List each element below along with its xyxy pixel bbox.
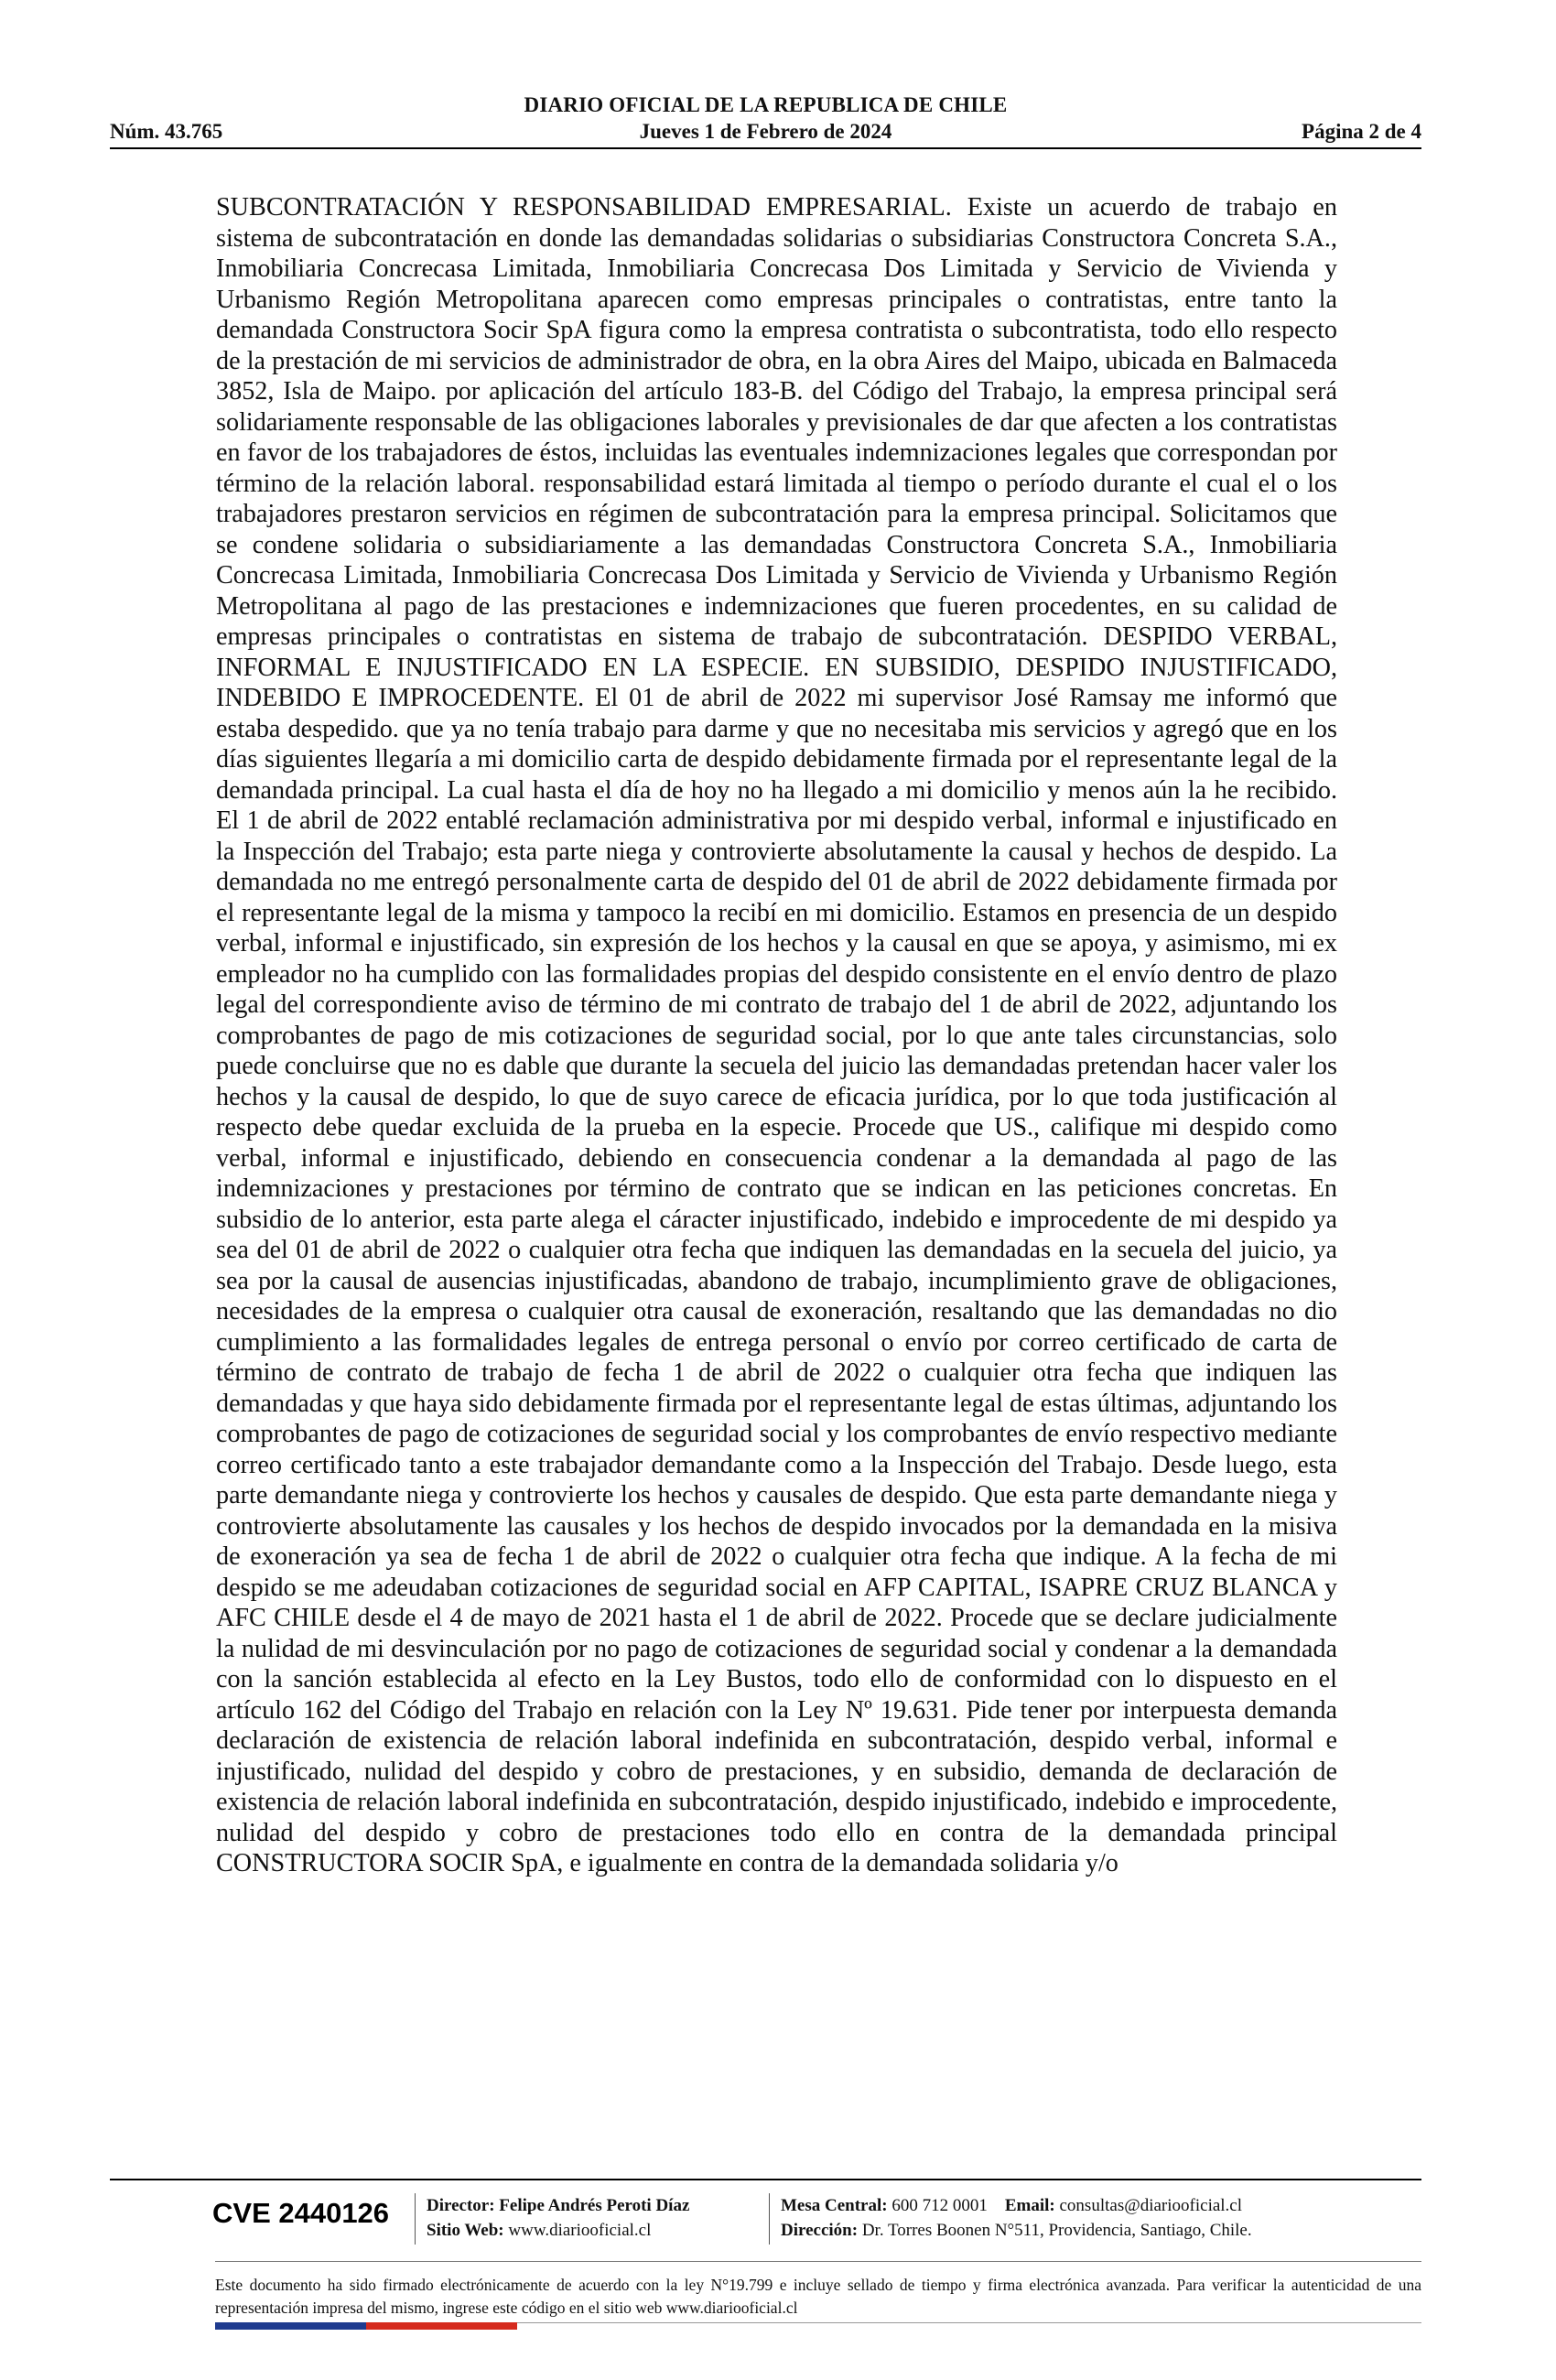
website-label: Sitio Web: (427, 2221, 504, 2240)
address-text: Dr. Torres Boonen N°511, Providencia, Santiago, Chile. (861, 2221, 1252, 2240)
footer-info (110, 2191, 1421, 2248)
email-label: Email: (1004, 2196, 1055, 2215)
page-indicator: Página 2 de 4 (1302, 120, 1421, 143)
director-label: Director: (427, 2196, 495, 2215)
footer-contact-block (781, 2193, 1252, 2243)
footer-separator (415, 2193, 416, 2245)
director-name: Felipe Andrés Peroti Díaz (499, 2196, 690, 2215)
email-link[interactable]: consultas@diariooficial.cl (1059, 2196, 1243, 2215)
issue-date: Jueves 1 de Febrero de 2024 (639, 120, 892, 143)
phone-label: Mesa Central: (781, 2196, 888, 2215)
issue-number: Núm. 43.765 (110, 120, 223, 143)
chile-flag-stripe (215, 2322, 517, 2330)
address-label: Dirección: (781, 2221, 859, 2240)
publication-title: DIARIO OFICIAL DE LA REPUBLICA DE CHILE (524, 93, 1008, 116)
cve-code: CVE 2440126 (212, 2197, 390, 2229)
footer-divider-top (110, 2179, 1421, 2180)
website-link[interactable]: www.diariooficial.cl (508, 2221, 652, 2240)
footer-divider-middle (215, 2261, 1421, 2262)
page-header (110, 92, 1421, 148)
header-meta-row (110, 120, 1421, 146)
document-body (216, 192, 1337, 1879)
signature-note: Este documento ha sido firmado electrónicamente de acuerdo con la ley N°19.799 e incluye sellado de tiempo y firma electrónica avanzada. Para verificar la autenticidad de una representación impresa del mismo, ingrese este código en el sitio web www.diariooficial.cl (215, 2276, 1421, 2317)
flag-blue-segment (215, 2322, 366, 2330)
flag-red-segment (366, 2322, 517, 2330)
body-paragraph: SUBCONTRATACIÓN Y RESPONSABILIDAD EMPRESARIAL. Existe un acuerdo de trabajo en sistema de subcontratación en donde las demandadas solidarias o subsidiarias Constructora Concreta S.A., Inmobiliaria Concrecasa Limitada, Inmobiliaria Concrecasa Dos Limitada y Servicio de Vivienda y Urbanismo Región Metropolitana aparecen como empresas principales o contratistas, entre tanto la demandada Constructora Socir SpA figura como la empresa contratista o subcontratista, todo ello respecto de la prestación de mi servicios de administrador de obra, en la obra Aires del Maipo, ubicada en Balmaceda 3852, Isla de Maipo. por aplicación del artículo 183-B. del Código del Trabajo, la empresa principal será solidariamente responsable de las obligaciones laborales y previsionales de dar que afecten a los contratistas en favor de los trabajadores de éstos, incluidas las eventuales indemnizaciones legales que correspondan por término de la relación laboral. responsabilidad estará limitada al tiempo o período durante el cual el o los trabajadores prestaron servicios en régimen de subcontratación para la empresa principal. Solicitamos que se condene solidaria o subsidiariamente a las demandadas Constructora Concreta S.A., Inmobiliaria Concrecasa Limitada, Inmobiliaria Concrecasa Dos Limitada y Servicio de Vivienda y Urbanismo Región Metropolitana al pago de las prestaciones e indemnizaciones que fueren procedentes, en su calidad de empresas principales o contratistas en sistema de trabajo de subcontratación. DESPIDO VERBAL, INFORMAL E INJUSTIFICADO EN LA ESPECIE. EN SUBSIDIO, DESPIDO INJUSTIFICADO, INDEBIDO E IMPROCEDENTE. El 01 de abril de 2022 mi supervisor José Ramsay me informó que estaba despedido. que ya no tenía trabajo para darme y que no necesitaba mis servicios y agregó que en los días siguientes llegaría a mi domicilio carta de despido debidamente firmada por el representante legal de la demandada principal. La cual hasta el día de hoy no ha llegado a mi domicilio y menos aún la he recibido. El 1 de abril de 2022 entablé reclamación administrativa por mi despido verbal, informal e injustificado en la Inspección del Trabajo; esta parte niega y controvierte absolutamente la causal y hechos de despido. La demandada no me entregó personalmente carta de despido del 01 de abril de 2022 debidamente firmada por el representante legal de la misma y tampoco la recibí en mi domicilio. Estamos en presencia de un despido verbal, informal e injustificado, sin expresión de los hechos y la causal en que se apoya, y asimismo, mi ex empleador no ha cumplido con las formalidades propias del despido consistente en el envío dentro de plazo legal del correspondiente aviso de término de mi contrato de trabajo del 1 de abril de 2022, adjuntando los comprobantes de pago de mis cotizaciones de seguridad social, por lo que ante tales circunstancias, solo puede concluirse que no es dable que durante la secuela del juicio las demandadas pretendan hacer valer los hechos y la causal de despido, lo que de suyo carece de eficacia jurídica, por lo que toda justificación al respecto debe quedar excluida de la prueba en la especie. Procede que US., califique mi despido como verbal, informal e injustificado, debiendo en consecuencia condenar a la demandada al pago de las indemnizaciones y prestaciones por término de contrato que se indican en las peticiones concretas. En subsidio de lo anterior, esta parte alega el cáracter injustificado, indebido e improcedente de mi despido ya sea del 01 de abril de 2022 o cualquier otra fecha que indiquen las demandadas en la secuela del juicio, ya sea por la causal de ausencias injustificadas, abandono de trabajo, incumplimiento grave de obligaciones, necesidades de la empresa o cualquier otra causal de exoneración, resaltando que las demandadas no dio cumplimiento a las formalidades legales de entrega personal o envío por correo certificado de carta de término de contrato de trabajo de fecha 1 de abril de 2022 o cualquier otra fecha que indiquen las demandadas y que haya sido debidamente firmada por el representante legal de estas últimas, adjuntando los comprobantes de pago de cotizaciones de seguridad social y los comprobantes de envío respectivo mediante correo certificado tanto a este trabajador demandante como a la Inspección del Trabajo. Desde luego, esta parte demandante niega y controvierte los hechos y causales de despido. Que esta parte demandante niega y controvierte absolutamente las causales y los hechos de despido invocados por la demandada en la misiva de exoneración ya sea de fecha 1 de abril de 2022 o cualquier otra fecha que indique. A la fecha de mi despido se me adeudaban cotizaciones de seguridad social en AFP CAPITAL, ISAPRE CRUZ BLANCA y AFC CHILE desde el 4 de mayo de 2021 hasta el 1 de abril de 2022. Procede que se declare judicialmente la nulidad de mi desvinculación por no pago de cotizaciones de seguridad social y condenar a la demandada con la sanción establecida al efecto en la Ley Bustos, todo ello de conformidad con lo dispuesto en el artículo 162 del Código del Trabajo en relación con la Ley Nº 19.631. Pide tener por interpuesta demanda declaración de existencia de relación laboral indefinida en subcontratación, despido verbal, informal e injustificado, nulidad del despido y cobro de prestaciones, y en subsidio, demanda de declaración de existencia de relación laboral indefinida en subcontratación, despido injustificado, indebido e improcedente, nulidad del despido y cobro de prestaciones todo ello en contra de la demandada principal CONSTRUCTORA SOCIR SpA, e igualmente en contra de la demandada solidaria y/o (216, 193, 1337, 1877)
phone-number: 600 712 0001 (891, 2196, 988, 2215)
footer-director-block (427, 2193, 689, 2243)
page-footer (110, 2179, 1421, 2362)
footer-separator (769, 2193, 770, 2245)
header-divider (110, 147, 1421, 149)
